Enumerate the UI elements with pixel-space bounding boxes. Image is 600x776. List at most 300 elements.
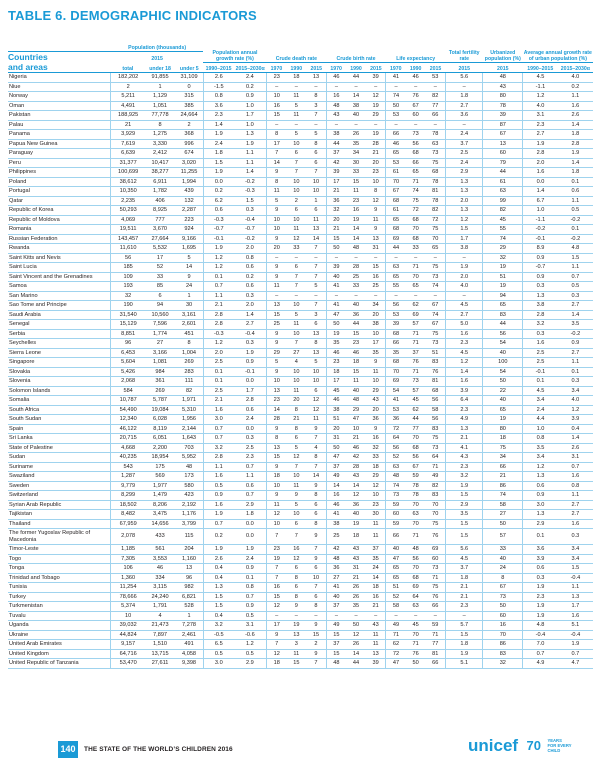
table-cell: 1,643 bbox=[182, 435, 197, 441]
table-cell: 8 bbox=[187, 340, 191, 346]
table-cell: 9 bbox=[267, 424, 287, 434]
table-cell: 43 bbox=[352, 473, 360, 479]
table-cell: 71 bbox=[412, 330, 419, 337]
table-cell: 2,601 bbox=[182, 321, 197, 327]
table-cell: 39 bbox=[372, 660, 379, 666]
table-cell: 75 bbox=[483, 443, 523, 453]
table-cell: 3.4 bbox=[571, 387, 580, 394]
table-cell: 39 bbox=[326, 263, 346, 273]
table-cell: 0.1 bbox=[203, 272, 233, 282]
table-cell: 1,004 bbox=[182, 349, 197, 356]
table-cell: 15 bbox=[267, 111, 287, 121]
table-cell: 36 bbox=[386, 415, 406, 425]
table-cell: 31,540 bbox=[111, 310, 145, 320]
table-cell: 46 bbox=[352, 349, 360, 356]
table-cell: 70 bbox=[412, 520, 419, 527]
table-cell: 25 bbox=[352, 273, 360, 280]
table-cell: 0.3 bbox=[523, 282, 558, 292]
table-cell: 6 bbox=[314, 511, 318, 517]
table-cell: 4.0 bbox=[571, 397, 580, 403]
table-cell: 0.9 bbox=[246, 93, 254, 99]
country-name: Singapore bbox=[9, 359, 35, 365]
table-cell: 40 bbox=[326, 592, 346, 602]
table-cell: 78 bbox=[483, 101, 523, 111]
table-cell: 11,610 bbox=[111, 244, 145, 254]
table-cell: – bbox=[374, 292, 378, 299]
table-cell: – bbox=[314, 292, 318, 299]
table-cell: 70 bbox=[432, 501, 439, 508]
table-cell: 9 bbox=[267, 234, 287, 244]
table-cell: – bbox=[386, 120, 406, 130]
table-cell: 1.1 bbox=[203, 291, 233, 301]
table-cell: 182,202 bbox=[111, 73, 145, 83]
table-cell: 6 bbox=[314, 321, 318, 327]
table-cell: 21 bbox=[372, 150, 379, 156]
table-cell: – bbox=[314, 83, 318, 90]
table-cell: 49 bbox=[326, 472, 346, 482]
table-cell: 56 bbox=[432, 397, 439, 403]
table-cell: 2.8 bbox=[203, 320, 233, 330]
table-cell: 1,287 bbox=[111, 472, 145, 482]
table-cell: 385 bbox=[184, 102, 194, 109]
country-name: Uganda bbox=[9, 622, 29, 628]
table-cell: 44 bbox=[386, 244, 406, 254]
table-cell: 85 bbox=[156, 283, 164, 289]
table-cell: 13 bbox=[312, 74, 320, 80]
table-cell: 61 bbox=[386, 168, 406, 178]
table-cell: 423 bbox=[184, 492, 194, 498]
table-cell: 11 bbox=[372, 216, 379, 223]
table-cell: 1.3 bbox=[203, 583, 233, 593]
table-cell: 1.4 bbox=[246, 311, 254, 318]
table-cell: 2.7 bbox=[446, 310, 483, 320]
table-cell: 56 bbox=[111, 253, 145, 263]
table-cell: 23 bbox=[267, 73, 287, 83]
table-cell: 9 bbox=[267, 263, 287, 273]
table-cell: 74 bbox=[483, 491, 523, 501]
table-cell: 66 bbox=[386, 529, 406, 545]
table-cell: 2.7 bbox=[571, 511, 580, 517]
table-row bbox=[8, 187, 593, 197]
table-cell: 9 bbox=[267, 339, 287, 349]
table-cell: 19 bbox=[483, 282, 523, 292]
table-cell: 72 bbox=[386, 424, 406, 434]
table-cell: 73 bbox=[432, 565, 439, 571]
table-cell: 13 bbox=[312, 330, 320, 337]
table-cell: 40 bbox=[326, 272, 346, 282]
table-cell: 2.0 bbox=[523, 158, 558, 168]
table-cell: 0 bbox=[187, 83, 191, 90]
table-cell: 11 bbox=[293, 387, 300, 394]
table-cell: 0.9 bbox=[571, 340, 580, 346]
table-cell: 10 bbox=[267, 225, 287, 235]
table-cell: 3.9 bbox=[523, 554, 558, 564]
table-row bbox=[8, 611, 593, 621]
table-cell: -0.4 bbox=[245, 330, 255, 337]
table-cell: 11 bbox=[313, 416, 319, 422]
country-name: San Marino bbox=[9, 292, 38, 299]
table-cell: 9 bbox=[267, 206, 287, 216]
table-cell: 40 bbox=[352, 511, 360, 517]
table-cell: 50 bbox=[483, 377, 523, 387]
table-cell: 269 bbox=[184, 359, 194, 365]
table-cell: 2.3 bbox=[446, 339, 483, 349]
table-cell: 10 bbox=[267, 215, 287, 225]
table-cell: 66 bbox=[386, 339, 406, 349]
table-cell: 0.2 bbox=[246, 83, 254, 90]
table-cell: 39 bbox=[386, 320, 406, 330]
table-cell: 8 bbox=[314, 93, 318, 99]
table-cell: 11 bbox=[353, 378, 359, 384]
table-cell: 1.7 bbox=[246, 387, 254, 394]
table-cell: 2.8 bbox=[523, 149, 558, 159]
table-cell: 1.2 bbox=[203, 339, 233, 349]
table-cell: 1.4 bbox=[571, 121, 580, 128]
table-cell: 0.1 bbox=[571, 226, 580, 232]
table-cell: -0.2 bbox=[245, 235, 255, 242]
table-cell: 0.9 bbox=[523, 253, 558, 263]
table-cell: 18 bbox=[267, 659, 287, 669]
table-cell: 5,532 bbox=[153, 245, 168, 251]
table-cell: 4.4 bbox=[523, 415, 558, 425]
table-cell: 8 bbox=[294, 406, 298, 413]
table-cell: 283 bbox=[184, 368, 194, 375]
table-row bbox=[8, 291, 593, 301]
table-cell: 1.1 bbox=[246, 473, 254, 479]
table-cell: 27,611 bbox=[151, 660, 169, 666]
table-cell: 65 bbox=[386, 573, 406, 583]
table-row bbox=[8, 82, 593, 92]
table-cell: 75 bbox=[432, 520, 439, 527]
table-cell: 1,510 bbox=[153, 641, 168, 647]
table-cell: 204 bbox=[184, 546, 194, 552]
table-cell: 11 bbox=[293, 93, 300, 99]
table-cell: 34 bbox=[372, 302, 379, 308]
table-cell: 50 bbox=[386, 101, 406, 111]
table-cell: – bbox=[414, 292, 418, 299]
table-cell: – bbox=[314, 254, 318, 261]
table-cell: 1.6 bbox=[523, 339, 558, 349]
table-cell: 20 bbox=[372, 406, 379, 413]
table-cell: 2.9 bbox=[246, 660, 254, 666]
table-cell: 3.1 bbox=[523, 111, 558, 121]
table-cell: 60 bbox=[386, 510, 406, 520]
table-cell: 1.3 bbox=[523, 472, 558, 482]
table-cell: 1.4 bbox=[523, 187, 558, 197]
table-cell: 6,028 bbox=[153, 416, 168, 422]
table-cell: – bbox=[354, 83, 358, 90]
table-cell: – bbox=[386, 611, 406, 621]
table-cell: 2.3 bbox=[523, 120, 558, 130]
country-name: Tuvalu bbox=[9, 612, 26, 619]
table-cell: 15,129 bbox=[111, 320, 145, 330]
table-cell: 5 bbox=[294, 311, 298, 318]
table-cell: 30 bbox=[372, 511, 379, 517]
table-cell: 71 bbox=[412, 178, 419, 185]
table-cell: 8 bbox=[267, 130, 287, 140]
table-cell: 52 bbox=[386, 592, 406, 602]
table-cell: 1.7 bbox=[571, 603, 580, 609]
table-cell: 2.4 bbox=[446, 158, 483, 168]
table-cell: 8 bbox=[267, 177, 287, 187]
table-cell: 4.7 bbox=[571, 660, 580, 666]
table-cell: 188,925 bbox=[111, 111, 145, 121]
table-cell: 2.7 bbox=[246, 321, 254, 327]
table-cell: 23 bbox=[372, 169, 379, 175]
table-cell: 41 bbox=[326, 282, 346, 292]
table-cell: 0.1 bbox=[246, 574, 254, 581]
table-cell: 23 bbox=[372, 501, 379, 508]
table-cell: 83 bbox=[432, 425, 439, 432]
table-cell: 2,412 bbox=[153, 150, 168, 156]
table-cell: 65 bbox=[412, 169, 419, 175]
table-cell: 65 bbox=[386, 272, 406, 282]
table-cell: 69 bbox=[432, 546, 439, 552]
table-cell: 9,398 bbox=[182, 660, 197, 666]
table-cell: 1.9 bbox=[246, 140, 254, 147]
table-cell: 6 bbox=[294, 435, 298, 441]
table-cell: 3.0 bbox=[203, 659, 233, 669]
table-cell: 70 bbox=[412, 631, 419, 638]
country-name: Papua New Guinea bbox=[9, 140, 58, 147]
table-cell: 190 bbox=[111, 301, 145, 311]
country-name: Sao Tome and Principe bbox=[9, 302, 67, 308]
table-cell: – bbox=[354, 612, 358, 619]
table-cell: 26 bbox=[352, 131, 360, 137]
table-cell: 80 bbox=[483, 92, 523, 102]
table-cell: 44 bbox=[412, 416, 419, 422]
table-cell: 7 bbox=[267, 529, 287, 545]
country-name: Qatar bbox=[9, 197, 23, 204]
table-cell: – bbox=[414, 121, 418, 128]
country-name: Sierra Leone bbox=[9, 349, 42, 356]
table-cell: 73 bbox=[432, 340, 439, 346]
table-cell: 0.4 bbox=[571, 425, 580, 432]
table-cell: 0.8 bbox=[523, 434, 558, 444]
fertility-2015: 2015 bbox=[446, 62, 483, 73]
table-cell: 1.5 bbox=[571, 254, 580, 261]
table-cell: 11 bbox=[267, 500, 287, 510]
table-cell: 1.3 bbox=[446, 187, 483, 197]
table-cell: 54 bbox=[386, 386, 406, 396]
table-cell: 41 bbox=[326, 583, 346, 593]
table-cell: 40 bbox=[352, 387, 360, 394]
table-cell: 12 bbox=[372, 197, 379, 204]
table-cell: 82 bbox=[432, 93, 439, 99]
table-cell: 36 bbox=[326, 564, 346, 574]
table-cell: 1.1 bbox=[203, 462, 233, 472]
urbanized-header: Urbanized population (%) bbox=[483, 29, 523, 62]
table-cell: 12 bbox=[352, 631, 360, 638]
table-cell: 1.1 bbox=[571, 359, 580, 365]
table-cell: 10 bbox=[293, 330, 300, 337]
table-cell: 1.5 bbox=[246, 197, 254, 204]
table-cell: 68 bbox=[412, 235, 419, 242]
table-cell: 6 bbox=[294, 565, 298, 571]
table-cell: 7 bbox=[267, 573, 287, 583]
table-cell: 2,200 bbox=[153, 444, 168, 451]
table-cell: 10 bbox=[352, 425, 360, 432]
table-row bbox=[8, 310, 593, 320]
table-cell: 982 bbox=[184, 584, 194, 590]
table-cell: 18 bbox=[352, 533, 360, 540]
table-cell: 0.4 bbox=[203, 611, 233, 621]
table-cell: 33 bbox=[412, 245, 419, 251]
table-row bbox=[8, 244, 593, 254]
table-cell: 561 bbox=[155, 546, 165, 552]
table-cell: 78 bbox=[412, 492, 419, 498]
table-cell: 46 bbox=[326, 396, 346, 406]
table-cell: 1.6 bbox=[203, 472, 233, 482]
table-cell: 8 bbox=[314, 340, 318, 346]
table-cell: 71 bbox=[432, 463, 439, 470]
table-cell: – bbox=[386, 291, 406, 301]
table-cell: 43 bbox=[372, 397, 379, 403]
table-cell: 0.5 bbox=[246, 650, 254, 657]
table-cell: 4,058 bbox=[182, 650, 197, 657]
table-row bbox=[8, 462, 593, 472]
table-cell: 10 bbox=[372, 178, 379, 185]
anniversary-line-3: CHILD bbox=[547, 748, 561, 754]
table-cell: 569 bbox=[155, 473, 165, 479]
demographic-indicators-table bbox=[8, 29, 593, 669]
table-cell: 17 bbox=[156, 254, 164, 261]
country-name: Tajikistan bbox=[9, 511, 33, 517]
table-cell: 45 bbox=[483, 215, 523, 225]
table-cell: 2.7 bbox=[571, 302, 580, 308]
table-cell: 13 bbox=[372, 650, 379, 657]
table-cell: 78 bbox=[412, 482, 419, 489]
table-cell: 1 bbox=[187, 292, 191, 299]
table-cell: 29 bbox=[372, 473, 379, 479]
table-cell: 26 bbox=[352, 641, 360, 647]
table-cell: 7 bbox=[294, 533, 298, 540]
table-cell: 87 bbox=[483, 120, 523, 130]
table-cell: 16 bbox=[372, 435, 379, 441]
table-cell: 0.6 bbox=[203, 206, 233, 216]
table-cell: 2.7 bbox=[571, 349, 580, 356]
table-row bbox=[8, 519, 593, 529]
table-cell: 4.5 bbox=[446, 554, 483, 564]
table-cell: 14 bbox=[352, 482, 360, 489]
table-cell: 2.9 bbox=[446, 500, 483, 510]
table-cell: 50 bbox=[483, 519, 523, 529]
table-cell: 1.9 bbox=[571, 150, 580, 156]
table-row bbox=[8, 491, 593, 501]
table-cell: 31 bbox=[326, 434, 346, 444]
table-cell: 1.9 bbox=[203, 510, 233, 520]
table-cell: 24,664 bbox=[180, 112, 198, 118]
table-cell: – bbox=[414, 83, 418, 90]
table-cell: 9 bbox=[267, 168, 287, 178]
table-cell: 32 bbox=[111, 291, 145, 301]
table-cell: 76 bbox=[432, 368, 439, 375]
table-cell: 10,787 bbox=[111, 396, 145, 406]
table-cell: 24 bbox=[185, 283, 193, 289]
table-cell: 3.8 bbox=[446, 244, 483, 254]
table-cell: 34 bbox=[352, 150, 360, 156]
table-cell: 10,417 bbox=[151, 159, 169, 166]
table-cell: 3.4 bbox=[523, 453, 558, 463]
table-cell: 63 bbox=[432, 140, 439, 147]
table-cell: 83 bbox=[432, 492, 439, 498]
table-cell: 19 bbox=[293, 622, 300, 628]
table-cell: 74 bbox=[386, 92, 406, 102]
country-name: Saint Vincent and the Grenadines bbox=[9, 273, 93, 280]
table-cell: 0.8 bbox=[571, 482, 580, 489]
table-cell: 984 bbox=[155, 368, 165, 375]
table-cell: 1,695 bbox=[182, 245, 197, 251]
table-cell: 60 bbox=[483, 611, 523, 621]
table-cell: 67 bbox=[432, 302, 439, 308]
table-cell: 2,461 bbox=[182, 631, 197, 638]
table-cell: 5.6 bbox=[446, 73, 483, 83]
and-areas-label: and areas bbox=[8, 62, 111, 73]
table-cell: 11 bbox=[353, 188, 359, 194]
table-cell: 5 bbox=[267, 358, 287, 368]
table-cell: 0.6 bbox=[523, 481, 558, 491]
table-cell: 66 bbox=[432, 660, 439, 666]
table-cell: 2 bbox=[187, 121, 191, 128]
table-cell: 0.1 bbox=[571, 178, 580, 185]
table-cell: 3.2 bbox=[446, 472, 483, 482]
table-cell: 71 bbox=[432, 574, 439, 581]
table-cell: 1.6 bbox=[203, 405, 233, 415]
table-cell: 24,240 bbox=[151, 593, 169, 600]
table-cell: 7 bbox=[294, 283, 298, 289]
table-cell: 23 bbox=[267, 545, 287, 555]
table-cell: 78 bbox=[432, 131, 439, 137]
table-cell: 35 bbox=[386, 348, 406, 358]
table-cell: 40,235 bbox=[111, 453, 145, 463]
table-cell: 1.3 bbox=[523, 510, 558, 520]
country-name: Republic of Moldova bbox=[9, 216, 60, 223]
table-cell: 5,310 bbox=[182, 406, 197, 413]
table-cell: 67 bbox=[432, 321, 439, 327]
table-cell: 31,109 bbox=[180, 74, 198, 80]
table-cell: 20 bbox=[372, 159, 379, 166]
table-cell: 44 bbox=[483, 168, 523, 178]
table-row bbox=[8, 554, 593, 564]
table-cell: 14 bbox=[312, 235, 320, 242]
table-cell: 1.6 bbox=[523, 168, 558, 178]
table-cell: 2.5 bbox=[523, 348, 558, 358]
table-cell: 69 bbox=[386, 377, 406, 387]
table-cell: 24 bbox=[483, 564, 523, 574]
table-cell: 12 bbox=[267, 649, 287, 659]
table-cell: – bbox=[374, 83, 378, 90]
table-cell: 49 bbox=[326, 621, 346, 631]
table-cell: 2.4 bbox=[246, 74, 254, 80]
table-cell: 2.3 bbox=[523, 592, 558, 602]
table-cell: 2.6 bbox=[203, 554, 233, 564]
table-cell: 57 bbox=[412, 387, 419, 394]
country-name: Slovenia bbox=[9, 378, 31, 384]
table-cell: 0.4 bbox=[203, 564, 233, 574]
table-row bbox=[8, 158, 593, 168]
table-cell: 20,715 bbox=[111, 434, 145, 444]
table-cell: 57 bbox=[483, 529, 523, 545]
table-cell: 12 bbox=[293, 454, 300, 460]
table-cell: 73 bbox=[386, 491, 406, 501]
country-name: United Arab Emirates bbox=[9, 641, 62, 647]
table-cell: 20 bbox=[372, 311, 379, 318]
table-cell: – bbox=[446, 611, 483, 621]
table-row bbox=[8, 301, 593, 311]
country-name: Oman bbox=[9, 102, 25, 109]
table-cell: 50 bbox=[412, 660, 419, 666]
table-cell: 17 bbox=[326, 177, 346, 187]
